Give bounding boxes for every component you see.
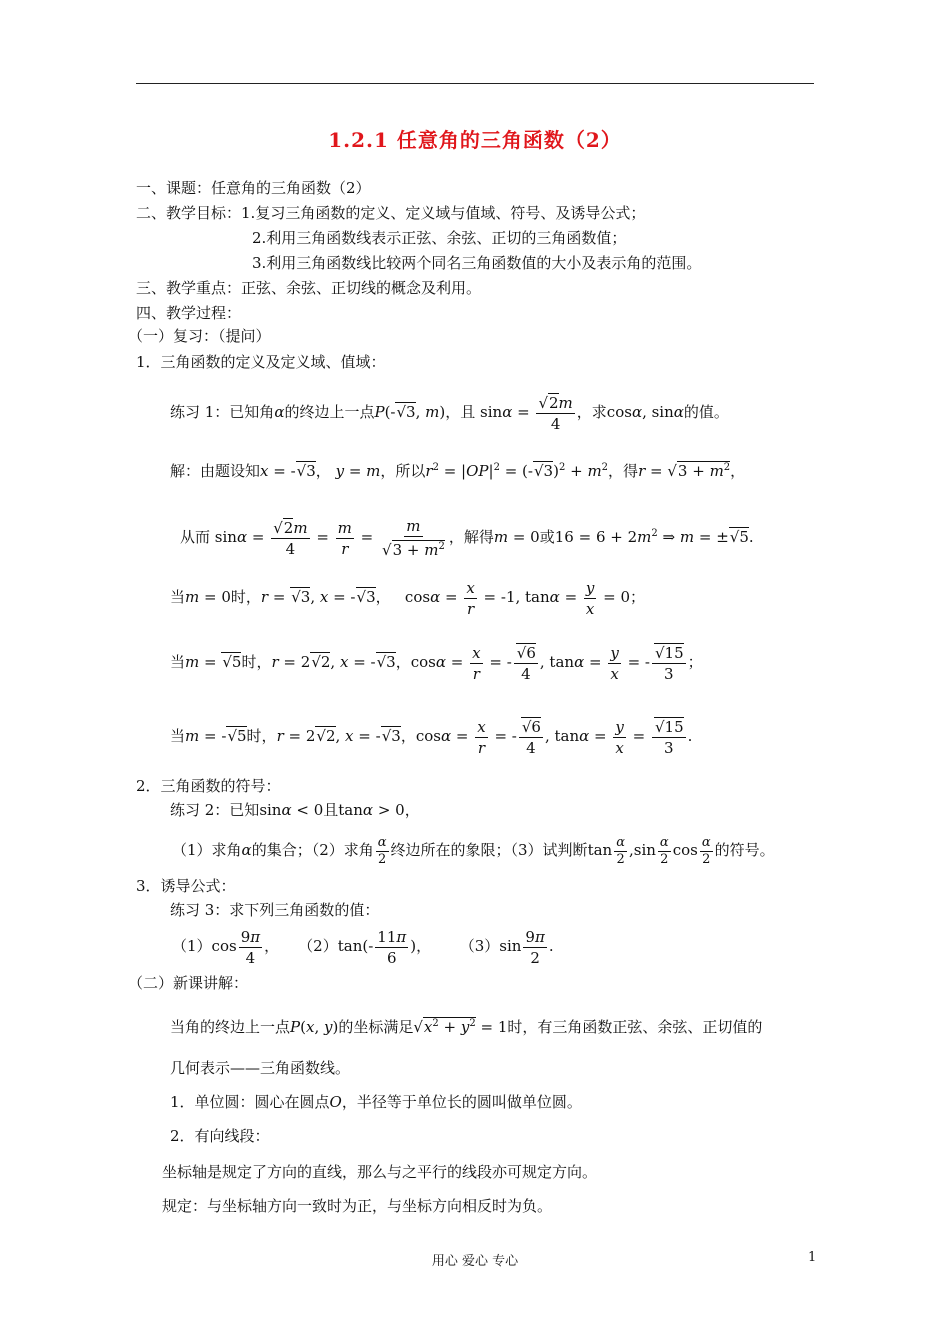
case-3: 当m = -√5时，r = 2√2, x = -√3，cosα = $\frac{x}{r}$ = - $\frac{√6}{4}$ , tanα = $\frac{y}{x}$ = $\frac{√15}{3}$ .	[170, 717, 693, 757]
fraction: $\frac{x}{r}$	[477, 717, 486, 757]
fraction: $\frac{√6}{4}$	[514, 643, 538, 684]
solution-line-1: 解：由题设知x = -√3， y = m，所以$r^2 = |OP|^2 = (-√3)^2 + m^2$，得$r = √3 + m^2$，	[170, 462, 746, 480]
directed-segment: 2．有向线段：	[170, 1127, 270, 1145]
ex2-text: 的集合；（2）求角	[251, 841, 374, 859]
fraction: $\frac{√15}{3}$	[652, 643, 686, 684]
fraction: $\frac{y}{x}$	[610, 643, 619, 683]
case-text: 时，	[230, 588, 261, 606]
ex3-text: （3）	[459, 937, 500, 955]
unit-circle: 1．单位圆：圆心在圆点O，半径等于单位长的圆叫做单位圆。	[170, 1093, 582, 1111]
ex2-text: 终边所在的象限；（3）试判断	[390, 841, 588, 859]
directed-text-2: 规定：与坐标轴方向一致时为正，与坐标方向相反时为负。	[162, 1197, 553, 1215]
sol-text: ，所以	[380, 462, 426, 480]
fraction: $\frac{\alpha}{2}$	[659, 834, 669, 867]
new-text: 时，有三角函数正弦、余弦、正切值的	[507, 1018, 763, 1036]
unit-text: 1．单位圆：圆心在圆点	[170, 1093, 330, 1111]
fraction: $\frac{9\pi}{2}$	[525, 927, 545, 967]
case-text: 时，	[246, 727, 277, 745]
exercise-3-items: （1）cos $\frac{9\pi}{4}$ ， （2）tan(- $\frac{11\pi}{6}$ )， （3）sin $\frac{9\pi}{2}$ .	[172, 927, 554, 967]
new-text-2: 几何表示——三角函数线。	[170, 1059, 351, 1077]
fraction: $\frac{x}{r}$	[472, 643, 481, 683]
unit-text: ，半径等于单位长的圆叫做单位圆。	[341, 1093, 582, 1111]
ex2-text: 的符号。	[714, 841, 775, 859]
page-title: 1.2.1 任意角的三角函数（2）	[328, 128, 622, 152]
sol-text: ，得	[608, 462, 639, 480]
ex1-text: 练习 1：已知角	[170, 403, 275, 421]
case-text: 当	[170, 653, 186, 671]
exercise-1: 练习 1：已知角α的终边上一点P(-√3, m)，且 sinα = $\frac{√2m}{4}$ ，求cosα, sinα的值。	[170, 393, 729, 433]
goals-label: 二、教学目标：	[136, 204, 242, 222]
sol-text: 或	[539, 528, 555, 546]
case-2: 当m = √5时，r = 2√2, x = -√3，cosα = $\frac{x}{r}$ = - $\frac{√6}{4}$ , tanα = $\frac{y}{x}$ = - $\frac{√15}{3}$ ；	[170, 643, 703, 683]
fraction: $\frac{9\pi}{4}$	[240, 927, 261, 967]
case-text: 当	[170, 727, 186, 745]
item-2: 2．三角函数的符号：	[136, 777, 281, 795]
new-text: 的坐标满足	[338, 1018, 414, 1036]
fraction: $\frac{y}{x}$	[615, 717, 624, 757]
goal-1: 1.复习三角函数的定义、定义域与值域、符号、及诱导公式；	[241, 204, 646, 222]
item-1: 1．三角函数的定义及定义域、值域：	[136, 353, 386, 371]
section-process: 四、教学过程：	[136, 304, 242, 322]
case-text: 当	[170, 588, 186, 606]
ex1-text: ，且	[445, 403, 476, 421]
part-review: （一）复习：（提问）	[128, 327, 271, 345]
section-goals	[136, 203, 645, 223]
section-focus: 三、教学重点：正弦、余弦、正切线的概念及利用。	[136, 279, 482, 297]
sol-text: ，解得	[448, 528, 494, 546]
ex2-text: （1）求角	[172, 841, 242, 859]
exercise-2-questions: （1）求角α的集合；（2）求角 $\frac{\alpha}{2}$ 终边所在的象限；（3）试判断tan $\frac{\alpha}{2}$ ,sin $\frac{\alpha}{2}$ cos $\frac{\alpha}{2}$ 的符号。	[172, 834, 775, 867]
solution-line-2: 从而 sinα = $\frac{√2m}{4}$ = $\frac{m}{r}$ = $\frac{m}{√3 + m^2}$ ，解得m = 0或$16 = 6 + 2m^2$ ⇒ m = ±√5.	[180, 517, 754, 559]
fraction: $\frac{√2m}{4}$	[273, 518, 308, 558]
case-text: 时，	[241, 653, 272, 671]
header-rule	[136, 83, 814, 84]
fraction: $\frac{m}{r}$	[337, 518, 352, 558]
goal-2: 2.利用三角函数线表示正弦、余弦、正切的三角函数值；	[252, 229, 627, 247]
ex2-text: 且	[323, 801, 339, 819]
ex1-text: 的终边上一点	[284, 403, 375, 421]
ex3-text: （1）	[172, 937, 212, 955]
section-topic: 一、课题：任意角的三角函数（2）	[136, 179, 371, 197]
part-new: （二）新课讲解：	[128, 974, 249, 992]
fraction: $\frac{√15}{3}$	[652, 717, 686, 758]
item-3: 3．诱导公式：	[136, 877, 236, 895]
new-text-1: 当角的终边上一点P(x, y)的坐标满足$√x^2 + y^2 = 1$时，有三角函数正弦、余弦、正切值的	[170, 1018, 763, 1036]
new-text: 当角的终边上一点	[170, 1018, 291, 1036]
ex2-text: 练习 2：已知	[170, 801, 260, 819]
goal-3: 3.利用三角函数线比较两个同名三角函数值的大小及表示角的范围。	[252, 254, 702, 272]
sol-text: 解：由题设知	[170, 462, 261, 480]
case-1: 当m = 0时，r = √3, x = -√3， cosα = $\frac{x}{r}$ = -1, tanα = $\frac{y}{x}$ = 0；	[170, 578, 646, 618]
ex1-text: ，求	[576, 403, 607, 421]
directed-text-1: 坐标轴是规定了方向的直线，那么与之平行的线段亦可规定方向。	[162, 1163, 598, 1181]
fraction: $\frac{\alpha}{2}$	[616, 834, 625, 867]
footer-text: 用心 爱心 专心	[431, 1254, 519, 1269]
fraction: $\frac{y}{x}$	[585, 578, 595, 618]
page-number: 1	[808, 1250, 817, 1265]
fraction: $\frac{11\pi}{6}$	[377, 927, 407, 967]
fraction: $\frac{m}{√3 + m^2}$	[382, 517, 445, 559]
exercise-3: 练习 3：求下列三角函数的值：	[170, 901, 380, 919]
fraction: $\frac{√6}{4}$	[519, 717, 543, 758]
ex3-text: （2）	[298, 937, 338, 955]
ex1-text: 的值。	[683, 403, 729, 421]
fraction: $\frac{x}{r}$	[466, 578, 475, 618]
fraction: $\frac{\alpha}{2}$	[701, 834, 711, 867]
sol-text: 从而	[180, 528, 211, 546]
fraction: $\frac{√2m}{4}$	[538, 393, 573, 433]
exercise-2: 练习 2：已知sinα < 0且tanα > 0，	[170, 801, 420, 819]
fraction: $\frac{\alpha}{2}$	[377, 834, 387, 867]
